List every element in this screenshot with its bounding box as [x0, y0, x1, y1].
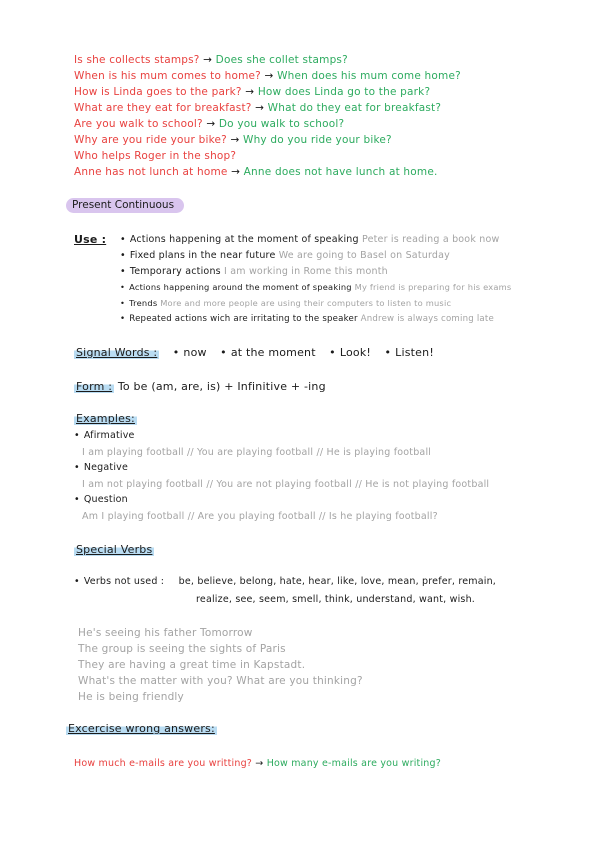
- wrong-sentence: How much e-mails are you writting?: [74, 758, 253, 769]
- example-type: • Afirmative: [74, 430, 135, 441]
- use-item: [120, 298, 451, 308]
- verbs-not-used-row: [74, 576, 496, 587]
- arrow-icon: →: [203, 54, 213, 66]
- special-example: He's seeing his father Tomorrow: [78, 627, 253, 639]
- correction-row: [74, 150, 236, 162]
- wrong-sentence: Is she collects stamps?: [74, 54, 200, 66]
- wrong-sentence: Are you walk to school?: [74, 118, 203, 130]
- special-example: The group is seeing the sights of Paris: [78, 643, 286, 655]
- wrong-sentence: Why are you ride your bike?: [74, 134, 227, 146]
- example-text: Andrew is always coming late: [360, 314, 494, 324]
- rule-text: • Repeated actions wich are irritating to the speaker: [120, 314, 358, 324]
- verbs-line-1: be, believe, belong, hate, hear, like, love, mean, prefer, remain,: [178, 576, 497, 587]
- section-title: Present Continuous: [66, 198, 184, 213]
- arrow-icon: →: [206, 118, 216, 130]
- correction-row: [74, 86, 430, 98]
- wrong-sentence: When is his mum comes to home?: [74, 70, 261, 82]
- correction-row: [74, 54, 348, 66]
- correction-row: [74, 118, 344, 130]
- arrow-icon: →: [255, 102, 265, 114]
- example-text: I am not playing football // You are not playing football // He is not playing football: [82, 479, 490, 490]
- signal-word: • Look!: [329, 346, 371, 359]
- correct-sentence: Why do you ride your bike?: [243, 134, 392, 146]
- arrow-icon: →: [230, 134, 240, 146]
- use-item: [120, 282, 511, 292]
- correct-sentence: Does she collet stamps?: [215, 54, 348, 66]
- wrong-sentence: Anne has not lunch at home: [74, 166, 228, 178]
- verbs-line-2: realize, see, seem, smell, think, understand, want, wish.: [196, 594, 476, 605]
- form-label: Form :: [76, 380, 113, 393]
- use-item: [120, 250, 450, 261]
- use-item: [120, 266, 388, 277]
- form-row: [74, 380, 326, 393]
- use-item: [120, 234, 499, 245]
- wrong-sentence: What are they eat for breakfast?: [74, 102, 252, 114]
- example-text: We are going to Basel on Saturday: [278, 250, 450, 261]
- wrong-sentence: Who helps Roger in the shop?: [74, 150, 237, 162]
- correction-row: [74, 134, 392, 146]
- example-text: Am I playing football // Are you playing football // Is he playing football?: [82, 511, 438, 522]
- arrow-icon: →: [264, 70, 274, 82]
- example-text: I am working in Rome this month: [224, 266, 388, 277]
- arrow-icon: →: [245, 86, 255, 98]
- example-text: I am playing football // You are playing football // He is playing football: [82, 447, 432, 458]
- special-verbs-label: Special Verbs: [76, 543, 153, 556]
- signal-word: • now: [173, 346, 207, 359]
- correction-row: [74, 70, 461, 82]
- rule-text: • Temporary actions: [120, 266, 221, 277]
- rule-text: • Trends: [120, 298, 157, 308]
- special-example: He is being friendly: [78, 691, 184, 703]
- signal-row: [74, 346, 434, 359]
- exercise-label: Excercise wrong answers:: [68, 722, 215, 735]
- example-type: • Question: [74, 494, 128, 505]
- correct-sentence: What do they eat for breakfast?: [267, 102, 442, 114]
- special-example: They are having a great time in Kapstadt.: [78, 659, 306, 671]
- example-text: More and more people are using their computers to listen to music: [160, 298, 452, 308]
- wrong-sentence: How is Linda goes to the park?: [74, 86, 242, 98]
- rule-text: • Actions happening around the moment of speaking: [120, 282, 352, 292]
- rule-text: • Actions happening at the moment of speaking: [120, 234, 359, 245]
- correct-sentence: How does Linda go to the park?: [257, 86, 431, 98]
- rule-text: • Fixed plans in the near future: [120, 250, 276, 261]
- correct-sentence: Do you walk to school?: [218, 118, 345, 130]
- example-text: My friend is preparing for his exams: [354, 282, 512, 292]
- correction-row: [74, 166, 438, 178]
- arrow-icon: →: [255, 758, 264, 769]
- examples-label: Examples:: [76, 412, 135, 425]
- verbs-label: • Verbs not used :: [74, 576, 164, 587]
- form-text: To be (am, are, is) + Infinitive + -ing: [117, 380, 326, 393]
- signal-word: • at the moment: [220, 346, 316, 359]
- signal-label: Signal Words :: [76, 346, 158, 359]
- correct-sentence: Anne does not have lunch at home.: [243, 166, 438, 178]
- example-text: Peter is reading a book now: [361, 234, 500, 245]
- correct-sentence: How many e-mails are you writing?: [266, 758, 441, 769]
- arrow-icon: →: [231, 166, 241, 178]
- signal-word: • Listen!: [384, 346, 433, 359]
- correct-sentence: When does his mum come home?: [277, 70, 461, 82]
- exercise-row: [74, 758, 441, 769]
- use-item: [120, 314, 494, 324]
- special-example: What's the matter with you? What are you thinking?: [78, 675, 363, 687]
- example-type: • Negative: [74, 462, 128, 473]
- use-label: Use :: [74, 233, 107, 246]
- correction-row: [74, 102, 441, 114]
